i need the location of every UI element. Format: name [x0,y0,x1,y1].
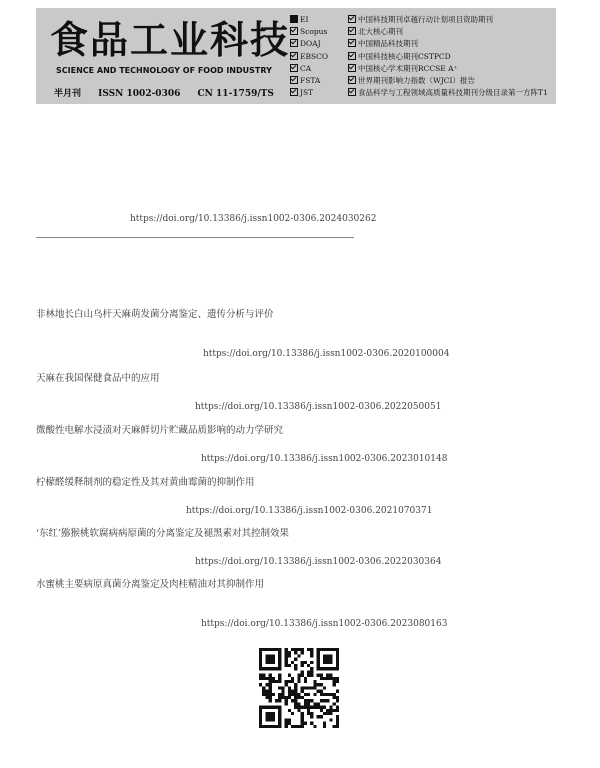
checkbox-icon [348,15,356,23]
journal-header [36,8,556,104]
divider [36,237,354,238]
index-item: JST [290,87,328,99]
checkbox-icon [348,52,356,60]
index-item: 中国科技期刊卓越行动计划项目资助期刊 [348,14,548,26]
checkbox-icon [348,88,356,96]
related-article-title: 非林地长白山乌杆天麻萌发菌分离鉴定、遗传分析与评价 [36,309,274,320]
index-item: EI [290,14,328,26]
checkbox-icon [290,39,298,47]
checkbox-icon [348,76,356,84]
issn: ISSN 1002-0306 [98,89,181,99]
checkbox-icon [290,52,298,60]
related-article-doi[interactable]: https://doi.org/10.13386/j.issn1002-0306.2020100004 [203,349,450,359]
checkbox-icon [348,27,356,35]
checkbox-icon [290,15,298,23]
related-article-title: 柠檬醛缓释制剂的稳定性及其对黄曲霉菌的抑制作用 [36,477,255,488]
index-item: FSTA [290,75,328,87]
related-article-doi[interactable]: https://doi.org/10.13386/j.issn1002-0306.2021070371 [186,506,433,516]
article-doi-link[interactable]: https://doi.org/10.13386/j.issn1002-0306.2024030262 [130,214,377,224]
checkbox-icon [348,64,356,72]
related-article-title: 微酸性电解水浸渍对天麻鲜切片贮藏品质影响的动力学研究 [36,425,284,436]
index-item: 中国精品科技期刊 [348,38,548,50]
index-item: CA [290,63,328,75]
index-item: Scopus [290,26,328,38]
index-list-left [290,14,328,99]
cn-number: CN 11-1759/TS [197,89,274,99]
publication-info [54,86,288,99]
related-article-doi[interactable]: https://doi.org/10.13386/j.issn1002-0306.2023010148 [201,454,448,464]
related-article-doi[interactable]: https://doi.org/10.13386/j.issn1002-0306.2022050051 [195,402,442,412]
index-item: 食品科学与工程领域高质量科技期刊分级目录第一方阵T1 [348,87,548,99]
frequency: 半月刊 [54,89,82,99]
related-article-title: ‘东红’猕猴桃软腐病病原菌的分离鉴定及褪黑素对其控制效果 [36,528,290,539]
checkbox-icon [290,64,298,72]
checkbox-icon [290,76,298,84]
index-list-right [348,14,548,99]
related-article-doi[interactable]: https://doi.org/10.13386/j.issn1002-0306.2022030364 [195,557,442,567]
index-item: 北大核心期刊 [348,26,548,38]
index-item: DOAJ [290,38,328,50]
index-item: EBSCO [290,51,328,63]
related-article-doi[interactable]: https://doi.org/10.13386/j.issn1002-0306.2023080163 [201,619,448,629]
checkbox-icon [290,27,298,35]
checkbox-icon [290,88,298,96]
journal-english-title: SCIENCE AND TECHNOLOGY OF FOOD INDUSTRY [56,66,272,75]
related-article-title: 水蜜桃主要病原真菌分离鉴定及肉桂精油对其抑制作用 [36,579,265,590]
index-item: 中国科技核心期刊CSTPCD [348,51,548,63]
related-article-title: 天麻在我国保健食品中的应用 [36,373,160,384]
journal-logo: 食品工业科技 [50,17,291,62]
index-item: 世界期刊影响力指数（WJCI）报告 [348,75,548,87]
qr-code[interactable] [259,648,339,728]
checkbox-icon [348,39,356,47]
index-item: 中国核心学术期刊RCCSE A⁺ [348,63,548,75]
